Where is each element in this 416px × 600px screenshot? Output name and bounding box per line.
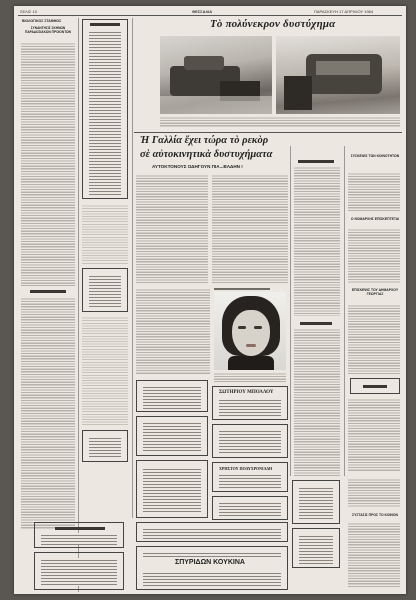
advert-title: ΣΩΤΗΡΙΟΥ ΜΠΟΛΛΟΥ: [219, 390, 274, 395]
advert-lines: [219, 473, 281, 489]
right-column-heading-2: Ο ΝΟΜΑΡΧΗΣ ΕΠΙΣΚΕΠΤΕΤΑΙ: [350, 217, 400, 221]
advert-title: ΧΡΗΣΤΟΥ ΠΟΛΥΧΡΟΝΙΑΔΗ: [219, 466, 273, 471]
date-line: ΠΑΡΑΣΚΕΥΗ 17 ΑΠΡΙΛΙΟΥ 1964: [314, 9, 374, 14]
right-column-heading-4: ΣΥΣΤΑΣΙΣ ΠΡΟΣ ΤΟ ΚΟΙΝΟΝ: [352, 513, 398, 517]
column-text: [348, 172, 400, 212]
advert-box: [136, 546, 288, 590]
column-heading: [300, 322, 332, 325]
advert-lines: [219, 398, 281, 416]
portrait-label: [214, 288, 270, 290]
column-heading: [298, 160, 334, 163]
advert-lines: [143, 385, 201, 409]
portrait-photo: [214, 292, 286, 370]
column-text: [348, 304, 400, 374]
advert-box: [212, 462, 288, 492]
advert-lines: [143, 527, 281, 539]
advert-title: [55, 527, 105, 530]
advert-lines: [299, 534, 333, 564]
advert-box: [136, 380, 208, 412]
masthead-rule: [18, 15, 402, 16]
advert-lines: [143, 571, 281, 587]
advert-box: [136, 522, 288, 542]
photo-caption: [160, 116, 400, 128]
column-text: [294, 166, 340, 316]
advert-title: ΣΠΥΡΙΔΩΝ ΚΟΥΚΙΝΑ: [175, 559, 245, 566]
advert-box: [34, 552, 124, 590]
column-rule: [132, 18, 133, 518]
listing-title: [90, 23, 120, 26]
notice-lines: [89, 436, 121, 458]
column-text: [348, 478, 400, 508]
advert-lines: [143, 421, 201, 453]
right-column-heading-3: ΕΠΙΣΚΕΨΙΣ ΤΟΥ ΔΗΜΑΡΧΟΥ ΓΕΩΡΓΙΑΣ: [351, 288, 399, 296]
feature-text: [136, 288, 210, 374]
advert-lines: [41, 558, 117, 586]
column-rule: [344, 146, 345, 476]
top-story-headline: Τὸ πολύνεκρον δυστύχημα: [210, 18, 336, 30]
advert-box: [136, 416, 208, 456]
right-column-heading-1: ΣΥΣΚΕΨΙΣ ΤΩΝ ΚΟΙΝΟΤΗΤΩΝ: [350, 154, 400, 158]
column-text: [348, 522, 400, 588]
advert-lines: [143, 467, 201, 513]
column-text: [294, 328, 340, 476]
feature-subhead: ΑΥΤΟΚΤΟΝΟΥΣ ΟΔΗΓΟΥΝ ΠΙΑ...ΒΑΔΗΝ !: [152, 164, 243, 169]
notice-box: [82, 430, 128, 462]
column-rule: [290, 146, 291, 476]
portrait-caption: [214, 372, 286, 382]
wreck-photo-left: [160, 36, 272, 114]
column-text: [82, 204, 128, 264]
feature-headline-1: Ἡ Γαλλία ἔχει τώρα τὸ ρεκὸρ: [140, 135, 269, 146]
advert-box: [212, 386, 288, 420]
listing-lines: [89, 30, 121, 195]
left-column-text: [21, 297, 75, 529]
notice-lines: [89, 274, 121, 308]
feature-text: [136, 174, 208, 284]
column-rule: [78, 18, 79, 592]
left-column-subhead: [30, 290, 66, 293]
page-label: ΣΕΛΙΣ 10: [20, 9, 37, 14]
column-text: [348, 228, 400, 284]
advert-box: [292, 480, 340, 524]
small-notice-box: [350, 378, 400, 394]
small-notice-title: [363, 385, 387, 388]
advert-lines: [299, 486, 333, 520]
column-text: [82, 316, 128, 426]
advert-box: [34, 522, 124, 548]
left-column-text: [21, 42, 75, 286]
feature-text: [212, 174, 288, 284]
advert-box: [212, 496, 288, 520]
listing-box: [82, 19, 128, 199]
story-rule: [134, 132, 402, 133]
advert-box: [136, 460, 208, 518]
notice-box: [82, 268, 128, 312]
advert-lines: [143, 551, 281, 558]
left-column-heading-2: ΣΥΝΑΝΤΗΣΙΣ ΣΚΗΝΩΝ ΠΑΡΑΔΟΣΙΑΚΩΝ ΠΡΟΙΟΝΤΩΝ: [25, 26, 71, 34]
advert-lines: [219, 501, 281, 517]
advert-box: [292, 528, 340, 568]
advert-box: [212, 424, 288, 458]
newspaper-page: [14, 6, 406, 594]
advert-lines: [41, 533, 117, 545]
paper-name: ΘΕΣΣΑΛΙΑ: [192, 9, 213, 14]
wreck-photo-right: [276, 36, 400, 114]
left-column-heading-1: ΒΙΟΛΟΓΙΚΟΣ ΣΤΑΘΜΟΣ: [22, 19, 62, 23]
advert-lines: [219, 429, 281, 455]
column-text: [348, 398, 400, 472]
feature-headline-2: σὲ αὐτοκινητικὰ δυστυχήματα: [140, 149, 273, 160]
